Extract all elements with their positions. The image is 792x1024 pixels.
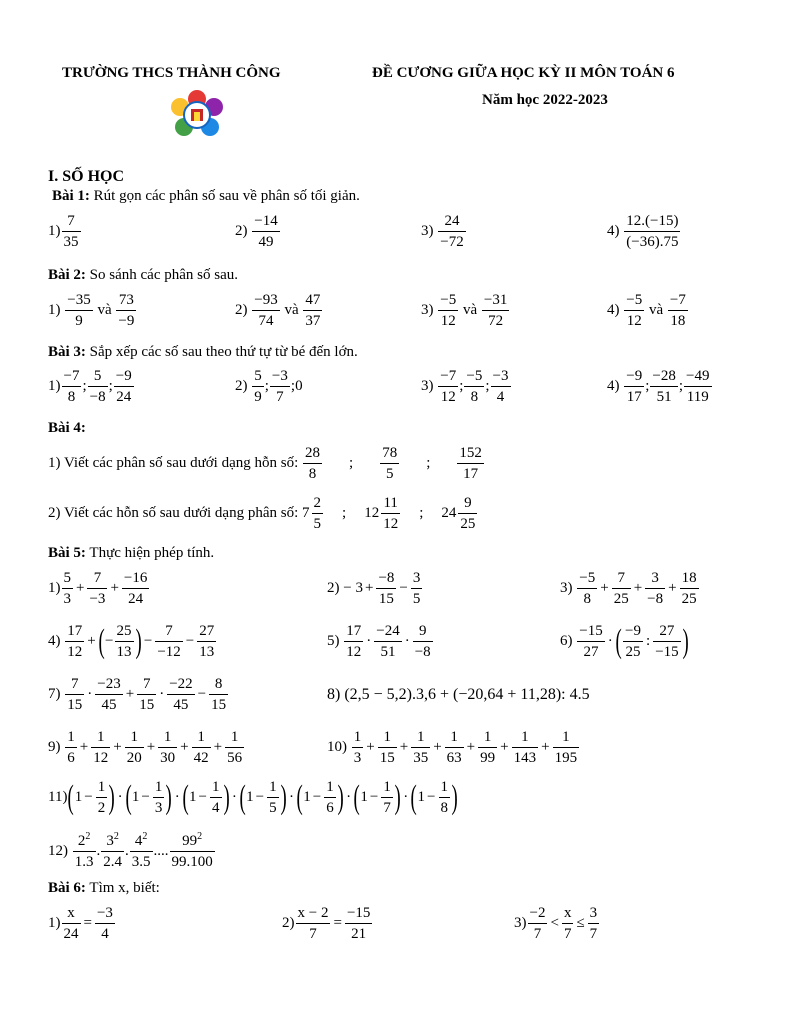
fraction: $\frac{-9}{17}$ xyxy=(626,368,643,405)
expr-2: 2) − 3 + $\frac{-8}{15}$ − $\frac{3}{5}$ xyxy=(327,570,421,607)
fraction: $\frac{-14}{49}$ xyxy=(254,213,278,250)
fraction: $\frac{-28}{51}$ xyxy=(652,368,676,405)
item-label: 1) xyxy=(48,223,61,239)
expr-10: 10) $\frac{1}{3}$ + $\frac{1}{15}$ + $\frac{1}{35}$ + $\frac{1}{63}$ + $\frac{1}{99}$ + $\frac{1}{143}$ + $\frac{1}{195}$ xyxy=(327,729,578,766)
find-x-1: 1) $\frac{x}{24}$ = $\frac{-3}{4}$ xyxy=(48,905,113,942)
item-label: 2) xyxy=(235,302,248,318)
document-title: ĐỀ CƯƠNG GIỮA HỌC KỲ II MÔN TOÁN 6 xyxy=(372,65,675,81)
bai6-label: Bài 6: xyxy=(48,880,86,896)
bai6-text: Tìm x, biết: xyxy=(85,880,160,896)
bai1-text: Rút gọn các phân số sau về phân số tối giản. xyxy=(89,188,360,204)
bai3-heading xyxy=(48,344,358,361)
item-label: 3) xyxy=(421,378,434,394)
expr-6: 6) $\frac{-15}{27}$ · ( $\frac{-9}{25}$ : $\frac{27}{-15}$ ) xyxy=(560,622,689,660)
expr-11: 11) ( 1 − $\frac{1}{2}$ ) · ( 1 − $\frac{1}{3}$ ) · ( 1 − $\frac{1}{4}$ ) · ( 1 − $\frac{1}{5}$ ) · ( 1 − $\frac{1}{6}$ ) · ( 1 − $\frac{1}{7}$ ) · ( 1 − $\frac{1}{8}$ ) xyxy=(48,778,458,816)
expr-9: 9) $\frac{1}{6}$ + $\frac{1}{12}$ + $\frac{1}{20}$ + $\frac{1}{30}$ + $\frac{1}{42}$ + $\frac{1}{56}$ xyxy=(48,729,243,766)
bai5-text: Thực hiện phép tính. xyxy=(85,545,215,561)
bai4-label: Bài 4: xyxy=(48,420,86,436)
bai4-line2-text: 2) Viết các hỗn số sau dưới dạng phân số: xyxy=(48,505,299,521)
school-year: Năm học 2022-2023 xyxy=(482,92,608,108)
mixed-fraction: $\frac{9}{25}$ xyxy=(460,495,476,532)
expr-12: 12) $\frac{2^2}{1.3}$ . $\frac{3^2}{2.4}$ . $\frac{4^2}{3.5}$ .... $\frac{99^2}{99.100}$ xyxy=(48,831,213,870)
fraction: $\frac{-3}{4}$ xyxy=(492,368,509,405)
bai4-line-1: 1) Viết các phân số sau dưới dạng hỗn số: $\frac{28}{8}$ ; $\frac{78}{5}$ ; $\frac{152}{17}$ xyxy=(48,445,482,482)
bai2-label: Bài 2: xyxy=(48,267,86,283)
bai1-item-4 xyxy=(607,213,681,250)
bai1-item-1 xyxy=(48,213,82,250)
fraction: $\frac{-9}{24}$ xyxy=(115,368,132,405)
bai2-heading xyxy=(48,267,238,284)
bai1-heading xyxy=(52,188,360,205)
bai5-heading xyxy=(48,545,214,562)
bai2-item-4 xyxy=(607,292,689,329)
fraction: $\frac{-7}{8}$ xyxy=(63,368,80,405)
bai3-item-4: 4) $\frac{-9}{17}$ ; $\frac{-28}{51}$ ; $\frac{-49}{119}$ xyxy=(607,368,710,405)
fraction: $\frac{47}{37}$ xyxy=(305,292,321,329)
word-va: và xyxy=(648,302,664,318)
bai1-item-2 xyxy=(235,213,281,250)
word-va: và xyxy=(97,302,112,318)
fraction: $\frac{7}{35}$ xyxy=(63,213,79,250)
fraction: $\frac{28}{8}$ xyxy=(305,445,321,482)
fraction: $\frac{-7}{12}$ xyxy=(440,368,457,405)
fraction: $\frac{-93}{74}$ xyxy=(254,292,278,329)
school-flower-logo xyxy=(170,90,224,140)
bai4-line-2: 2) Viết các hỗn số sau dưới dạng phân số: 7 $\frac{2}{5}$ ; 12 $\frac{11}{12}$ ; 24 $\frac{9}{25}$ xyxy=(48,495,476,532)
bai2-item-2 xyxy=(235,292,323,329)
bai1-label: Bài 1: xyxy=(52,188,90,204)
bai3-item-3: 3) $\frac{-7}{12}$ ; $\frac{-5}{8}$ ; $\frac{-3}{4}$ xyxy=(421,368,509,405)
item-label: 1) xyxy=(48,302,61,318)
fraction: $\frac{-35}{9}$ xyxy=(67,292,91,329)
item-label: 4) xyxy=(607,223,620,239)
item-label: 4) xyxy=(607,378,620,394)
word-va: và xyxy=(462,302,478,318)
mixed-fraction: $\frac{11}{12}$ xyxy=(383,495,399,532)
fraction: $\frac{152}{17}$ xyxy=(459,445,482,482)
bai5-label: Bài 5: xyxy=(48,545,86,561)
fraction: $\frac{5}{-8}$ xyxy=(89,368,106,405)
bai3-text: Sắp xếp các số sau theo thứ tự từ bé đến lớn. xyxy=(85,344,358,360)
expr-5: 5) $\frac{17}{12}$ · $\frac{-24}{51}$ · $\frac{9}{-8}$ xyxy=(327,623,431,660)
fraction: $\frac{-31}{72}$ xyxy=(483,292,508,329)
fraction: $\frac{78}{5}$ xyxy=(382,445,398,482)
expr-4: 4) $\frac{17}{12}$ + ( − $\frac{25}{13}$ ) − $\frac{7}{-12}$ − $\frac{27}{13}$ xyxy=(48,622,215,660)
bai6-heading xyxy=(48,880,160,897)
section-title: I. SỐ HỌC xyxy=(48,168,125,185)
expr-8-text: (2,5 − 5,2).3,6 + (−20,64 + 11,28): 4.5 xyxy=(344,686,590,703)
item-label: 4) xyxy=(607,302,620,318)
mixed-fraction: $\frac{2}{5}$ xyxy=(313,495,322,532)
fraction: $\frac{12.(-15)}{(-36).75}$ xyxy=(626,213,679,250)
fraction: $\frac{-49}{119}$ xyxy=(686,368,710,405)
bai3-item-2: 2) $\frac{5}{9}$ ; $\frac{-3}{7}$ ; 0 xyxy=(235,368,303,405)
item-label: 3) xyxy=(421,223,434,239)
expr-8: 8) (2,5 − 5,2).3,6 + (−20,64 + 11,28): 4.5 xyxy=(327,686,590,703)
fraction: $\frac{-7}{18}$ xyxy=(669,292,686,329)
bai3-label: Bài 3: xyxy=(48,344,86,360)
school-name: TRƯỜNG THCS THÀNH CÔNG xyxy=(62,65,281,81)
fraction: $\frac{24}{-72}$ xyxy=(440,213,464,250)
bai2-item-1 xyxy=(48,292,137,329)
bai1-item-3 xyxy=(421,213,467,250)
fraction: $\frac{73}{-9}$ xyxy=(118,292,135,329)
item-label: 3) xyxy=(421,302,434,318)
find-x-2: 2) $\frac{x - 2}{7}$ = $\frac{-15}{21}$ xyxy=(282,905,371,942)
expr-1: 1) $\frac{5}{3}$ + $\frac{7}{-3}$ + $\frac{-16}{24}$ xyxy=(48,570,148,607)
find-x-3: 3) $\frac{-2}{7}$ < $\frac{x}{7}$ ≤ $\frac{3}{7}$ xyxy=(514,905,598,942)
fraction: $\frac{-5}{12}$ xyxy=(626,292,643,329)
fraction: $\frac{5}{9}$ xyxy=(254,368,262,405)
bai2-text: So sánh các phân số sau. xyxy=(85,267,238,283)
fraction: $\frac{-5}{12}$ xyxy=(440,292,457,329)
bai4-line1-text: 1) Viết các phân số sau dưới dạng hỗn số: xyxy=(48,455,299,471)
expr-7: 7) $\frac{7}{15}$ · $\frac{-23}{45}$ + $\frac{7}{15}$ · $\frac{-22}{45}$ − $\frac{8}{15}$ xyxy=(48,676,227,713)
fraction: $\frac{-3}{7}$ xyxy=(271,368,288,405)
word-va: và xyxy=(284,302,299,318)
fraction: $\frac{-5}{8}$ xyxy=(466,368,483,405)
item-label: 2) xyxy=(235,223,248,239)
item-label: 1) xyxy=(48,378,61,394)
item-label: 2) xyxy=(235,378,248,394)
expr-3: 3) $\frac{-5}{8}$ + $\frac{7}{25}$ + $\frac{3}{-8}$ + $\frac{18}{25}$ xyxy=(560,570,697,607)
bai3-item-1: 1) $\frac{-7}{8}$ ; $\frac{5}{-8}$ ; $\frac{-9}{24}$ xyxy=(48,368,132,405)
bai2-item-3 xyxy=(421,292,510,329)
